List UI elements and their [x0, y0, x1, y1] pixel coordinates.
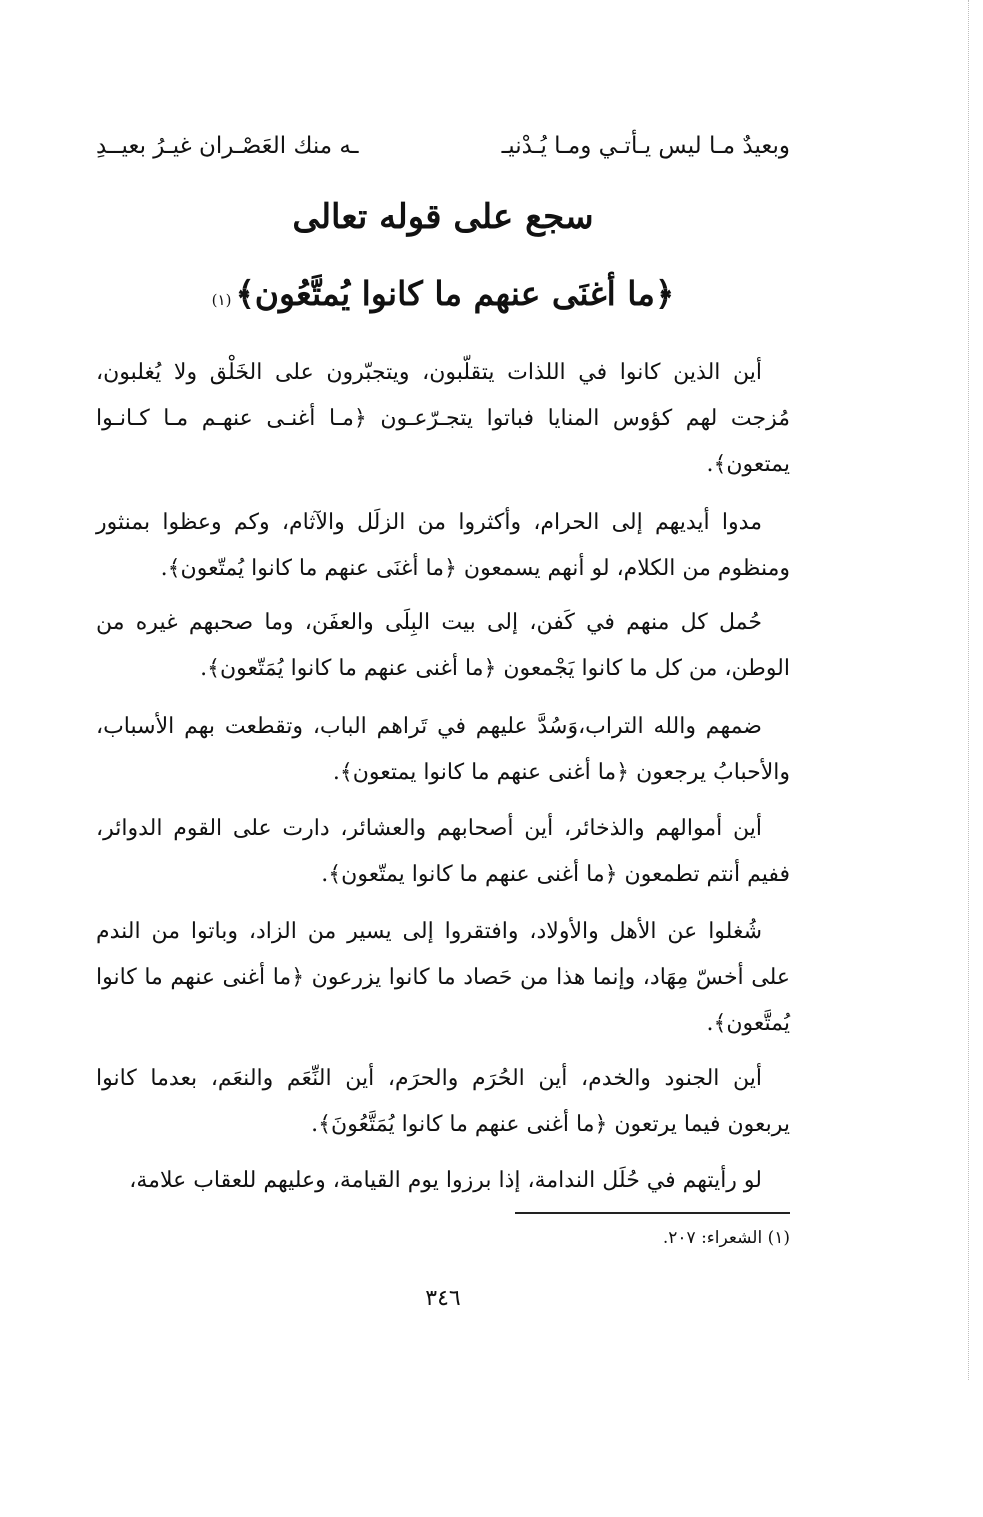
subtitle-quran-text: ﴿ما أغنَى عنهم ما كانوا يُمتَّعُون﴾	[235, 274, 675, 313]
footnote-marker: (١)	[211, 291, 232, 309]
page-edge-line	[968, 0, 969, 1380]
verse-second-hemistich: ـه منك العَصْـران غيـرُ بعيــدِ	[96, 133, 359, 159]
footnote: (١) الشعراء: ٢٠٧.	[662, 1228, 790, 1248]
footnote-separator	[515, 1212, 790, 1214]
paragraph-2: مدوا أيديهم إلى الحرام، وأكثروا من الزلَل والآثام، وكم وعظوا بمنثور ومنظوم من الكلام، لو أنهم يسمعون ﴿ما أغنَى عنهم ما كانوا يُمتّعون﴾.	[96, 510, 790, 581]
section-title: سجع على قوله تعالى	[292, 197, 594, 237]
paragraph-8: لو رأيتهم في حُلَل الندامة، إذا برزوا يوم القيامة، وعليهم للعقاب علامة،	[129, 1168, 762, 1193]
paragraph-3: حُمل كل منهم في كَفن، إلى بيت البِلَى والعفَن، وما صحبهم غيره من الوطن، من كل ما كانوا يَجْمعون ﴿ما أغنى عنهم ما كانوا يُمَتّعون﴾.	[96, 610, 790, 681]
section-subtitle	[96, 268, 790, 320]
paragraph-6: شُغلوا عن الأهل والأولاد، وافتقروا إلى يسير من الزاد، وباتوا من الندم على أخسّ مِهَاد، وإنما هذا من حَصاد ما كانوا يزرعون ﴿ما أغنى عنهم ما كانوا يُمتَّعون﴾.	[96, 919, 790, 1036]
paragraph-4: ضمهم والله التراب،وَسُدَّ عليهم في تَراهم الباب، وتقطعت بهم الأسباب، والأحبابُ يرجعون ﴿ما أغنى عنهم ما كانوا يمتعون﴾.	[96, 714, 790, 785]
paragraph-1: أين الذين كانوا في اللذات يتقلّبون، ويتجبّرون على الخَلْق ولا يُغلبون، مُزجت لهم كؤوس المنايا فباتوا يتجـرّعـون ﴿مـا أغنـى عنهـم مـا كـانـوا يمتعون﴾.	[96, 360, 790, 477]
poetry-verse	[96, 124, 790, 168]
paragraph-7: أين الجنود والخدم، أين الحُرَم والحرَم، أين النِّعَم والنعَم، بعدما كانوا يربعون فيما يرتعون ﴿ما أغنى عنهم ما كانوا يُمَتَّعُونَ﴾.	[96, 1066, 790, 1137]
verse-first-hemistich: وبعيدٌ مـا ليس يـأتـي ومـا يُـدْنيـ	[501, 133, 790, 159]
page-number: ٣٤٦	[425, 1286, 461, 1311]
paragraph-5: أين أموالهم والذخائر، أين أصحابهم والعشائر، دارت على القوم الدوائر، ففيم أنتم تطمعون ﴿ما أغنى عنهم ما كانوا يمتّعون﴾.	[96, 816, 790, 887]
